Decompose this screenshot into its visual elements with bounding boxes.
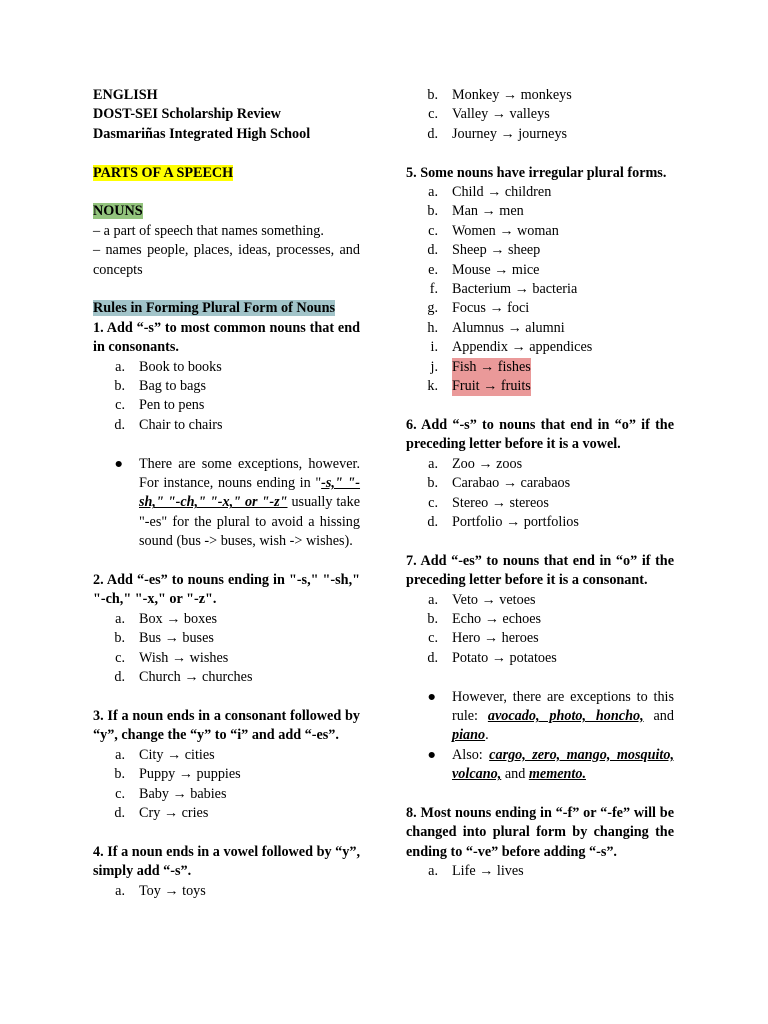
list-item: a. Life → lives [428,863,524,880]
list-item: d. Portfolio → portfolios [427,513,579,530]
list-item: d. Cry → cries [114,804,209,821]
list-item: d. Church → churches [114,669,253,686]
rule-5-title: 5. Some nouns have irregular plural forms. [406,164,667,181]
list-item: b. Puppy → puppies [114,766,241,783]
school-heading: Dasmariñas Integrated High School [93,125,311,142]
subject-heading: ENGLISH [93,87,158,103]
list-item-highlighted: j. Fish → fishes [406,358,674,377]
list-item: c. Baby → babies [115,785,227,802]
list-item: b. Carabao → carabaos [427,475,571,492]
section-title: PARTS OF A SPEECH [93,164,234,181]
list-item: a. Toy → toys [115,882,206,899]
list-item: b. Man → men [427,203,524,220]
left-column [93,86,360,901]
list-item: a. Zoo → zoos [428,455,523,472]
rule-2-list [93,610,360,688]
nouns-definition-2: – names people, places, ideas, processes, and concepts [93,242,360,278]
list-item: g. Focus → foci [427,300,530,317]
list-item: h. Alumnus → alumni [427,319,565,336]
rule-2-title: 2. Add “-es” to nouns ending in "-s," "-sh," "-ch," "-x," or "-z". [93,572,360,608]
list-item: f. Bacterium → bacteria [429,281,578,298]
list-item: c. Stereo → stereos [428,494,549,511]
list-item: c. Wish → wishes [115,649,229,666]
rule-7-also-note: ● Also: cargo, zero, mango, mosquito, volcano, and memento. [406,746,674,785]
list-item: e. Mouse → mice [428,261,540,278]
list-item: c. Women → woman [428,222,559,239]
program-heading: DOST-SEI Scholarship Review [93,106,281,123]
nouns-definition-1: – a part of speech that names something. [93,222,324,239]
rule-4-list-part-1 [93,882,360,901]
list-item: c. Hero → heroes [428,630,539,647]
rule-7-exception-note: ● However, there are exceptions to this rule: avocado, photo, honcho, and piano. [406,688,674,746]
rule-6-title: 6. Add “-s” to nouns that end in “o” if the preceding letter before it is a vowel. [406,416,674,453]
list-item: b. Monkey → monkeys [427,87,572,103]
rule-6-list [406,455,674,533]
bullet-icon: ● [114,455,123,472]
list-item: a. City → cities [115,746,215,763]
rule-3-list [93,746,360,824]
list-item: d. Sheep → sheep [427,242,541,259]
list-item: a. Veto → vetoes [428,591,536,608]
rule-4-title: 4. If a noun ends in a vowel followed by “y”, simply add “-s”. [93,843,360,880]
list-item: c. Valley → valleys [428,106,550,123]
list-item: a. Box → boxes [115,610,218,627]
rule-1-list [93,358,360,436]
list-item: d. Potato → potatoes [427,649,557,666]
list-item: a. Child → children [428,184,552,201]
bullet-icon: ● [427,688,436,705]
rule-5-list [406,183,674,396]
rule-4-list-part-2 [406,86,674,144]
list-item: b. Bus → buses [114,630,214,647]
list-item-highlighted: k. Fruit → fruits [406,377,674,396]
rule-7-title: 7. Add “-es” to nouns that end in “o” if the preceding letter before it is a consonant. [406,552,674,589]
list-item: c. Pen to pens [115,397,205,414]
list-item: b. Bag to bags [114,378,206,395]
list-item: d. Journey → journeys [427,125,568,142]
list-item: a. Book to books [115,358,222,375]
right-column [406,86,674,882]
rule-3-title: 3. If a noun ends in a consonant followed by “y”, change the “y” to “i” and add “-es”. [93,707,360,744]
rules-heading: Rules in Forming Plural Form of Nouns [93,300,335,317]
rule-8-title: 8. Most nouns ending in “-f” or “-fe” will be changed into plural form by changing the ending to “-ve” before adding “-s”. [406,804,674,860]
rule-8-list [406,862,674,881]
rule-1-title: 1. Add “-s” to most common nouns that end in consonants. [93,319,360,356]
list-item: d. Chair to chairs [114,416,223,433]
nouns-heading: NOUNS [93,203,143,220]
rule-1-exception-note: ● There are some exceptions, however. For instance, nouns ending in "-s," "-sh," "-ch," "-x," or "-z" usually take "-es" for the plural to avoid a hissing sound (bus -> buses, wish -> wishes). [93,455,360,552]
list-item: i. Appendix → appendices [430,339,593,356]
list-item: b. Echo → echoes [427,610,542,627]
bullet-icon: ● [427,746,436,763]
rule-7-list [406,591,674,669]
